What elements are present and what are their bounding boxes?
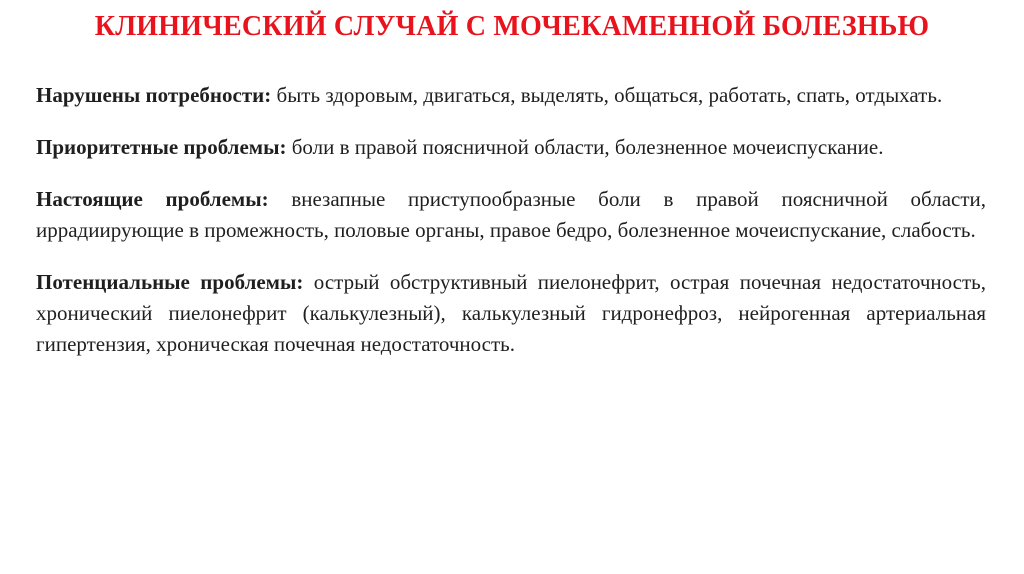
paragraph-needs xyxy=(36,80,986,111)
paragraph-potential-problems xyxy=(36,267,986,360)
paragraph-lead: Потенциальные проблемы: xyxy=(36,270,304,294)
paragraph-text: боли в правой поясничной области, болезненное мочеиспускание. xyxy=(286,135,884,159)
slide-content xyxy=(36,80,986,381)
paragraph-priority-problems xyxy=(36,132,986,163)
paragraph-current-problems xyxy=(36,184,986,246)
paragraph-lead: Нарушены потребности: xyxy=(36,83,272,107)
paragraph-text: быть здоровым, двигаться, выделять, общаться, работать, спать, отдыхать. xyxy=(271,83,943,107)
paragraph-lead: Приоритетные проблемы: xyxy=(36,135,287,159)
slide-title: КЛИНИЧЕСКИЙ СЛУЧАЙ С МОЧЕКАМЕННОЙ БОЛЕЗНЬЮ xyxy=(94,11,930,42)
paragraph-lead: Настоящие проблемы: xyxy=(36,187,269,211)
paragraph-text: острый обструктивный пиелонефрит, острая почечная недостаточность, хронический пиелонефрит (калькулезный), калькулезный гидронефроз, нейрогенная артериальная гипертензия, хроническая почечная недостаточность. xyxy=(36,270,986,356)
paragraph-text: внезапные приступообразные боли в правой поясничной области, иррадиирующие в промежность, половые органы, правое бедро, болезненное мочеиспускание, слабость. xyxy=(36,187,986,242)
